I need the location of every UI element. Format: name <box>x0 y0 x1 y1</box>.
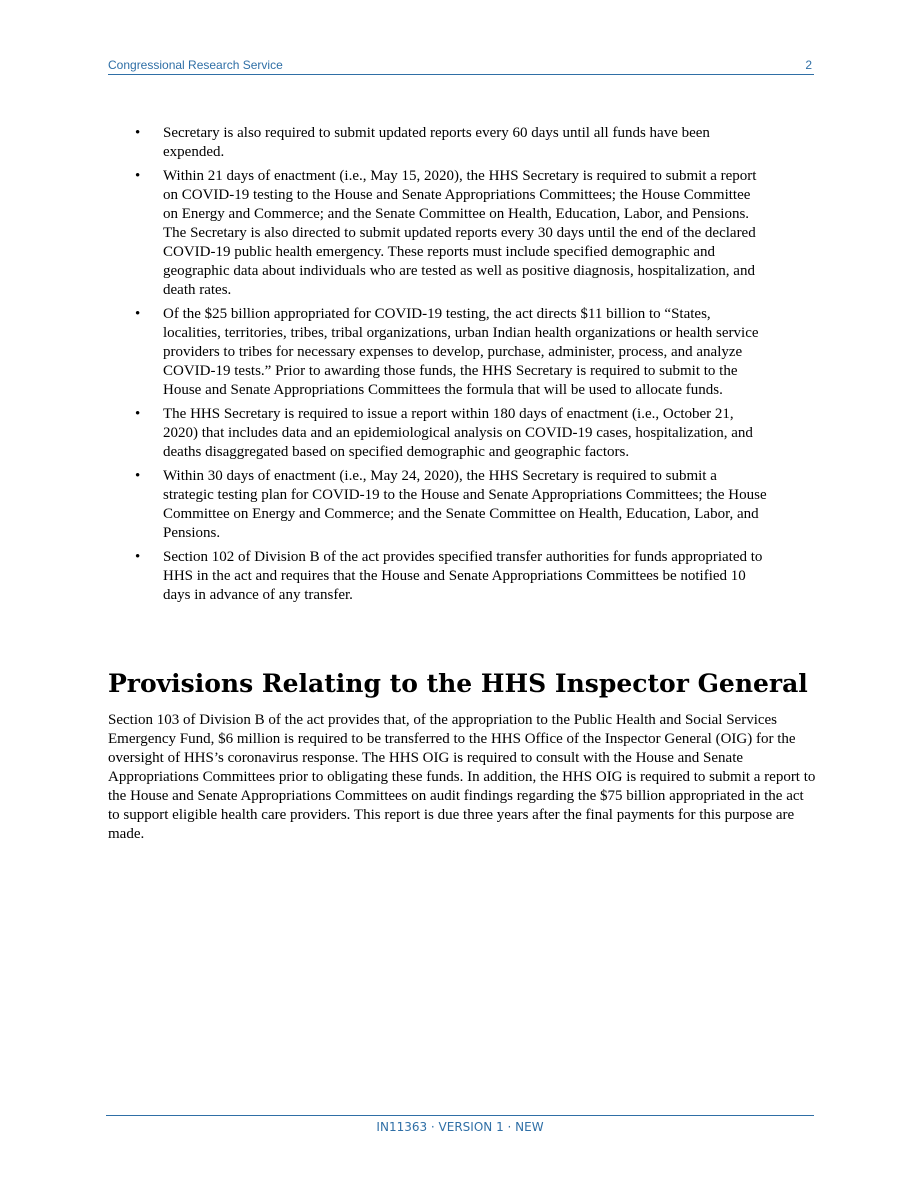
footer-divider <box>106 1115 814 1116</box>
page-header <box>108 58 814 75</box>
bullet-item <box>108 467 768 543</box>
section-heading: Provisions Relating to the HHS Inspector General <box>108 669 808 698</box>
footer-document-id: IN11363 · VERSION 1 · NEW <box>376 1120 544 1134</box>
bullet-marker: • <box>135 125 141 141</box>
bullet-text: Within 21 days of enactment (i.e., May 15, 2020), the HHS Secretary is required to submit a report on COVID-19 testing to the House and Senate Appropriations Committees; the House Committee on Energy and Commerce; and the Senate Committee on Health, Education, Labor, and Pensions. The Secretary is also directed to submit updated reports every 30 days until the end of the declared COVID-19 public health emergency. These reports must include specified demographic and geographic data about individuals who are tested as well as positive diagnosis, hospitalization, and death rates. <box>163 168 757 298</box>
bullet-text: Secretary is also required to submit updated reports every 60 days until all funds have been expended. <box>163 125 710 160</box>
bullet-marker: • <box>135 406 141 422</box>
bullet-text: Of the $25 billion appropriated for COVID-19 testing, the act directs $11 billion to “States, localities, territories, tribes, tribal organizations, urban Indian health organizations or health service providers to tribes for necessary expenses to develop, purchase, administer, process, and analyze COVID-19 tests.” Prior to awarding those funds, the HHS Secretary is required to submit to the House and Senate Appropriations Committees the formula that will be used to allocate funds. <box>163 306 759 398</box>
bullet-item <box>108 167 768 300</box>
bullet-marker: • <box>135 468 141 484</box>
bullet-item <box>108 548 768 605</box>
bullet-marker: • <box>135 306 141 322</box>
bullet-item <box>108 405 768 462</box>
bullet-text: Within 30 days of enactment (i.e., May 24, 2020), the HHS Secretary is required to submit a strategic testing plan for COVID-19 to the House and Senate Appropriations Committees; the House Committee on Energy and Commerce; and the Senate Committee on Health, Education, Labor, and Pensions. <box>163 468 767 541</box>
header-organization: Congressional Research Service <box>108 58 283 72</box>
bullet-item <box>108 305 768 400</box>
bullet-text: The HHS Secretary is required to issue a report within 180 days of enactment (i.e., October 21, 2020) that includes data and an epidemiological analysis on COVID-19 cases, hospitalization, and deaths disaggregated based on specified demographic and geographic factors. <box>163 406 753 460</box>
section-paragraph: Section 103 of Division B of the act provides that, of the appropriation to the Public Health and Social Services Emergency Fund, $6 million is required to be transferred to the HHS Office of the Inspector General (OIG) for the oversight of HHS’s coronavirus response. The HHS OIG is required to consult with the House and Senate Appropriations Committees prior to obligating these funds. In addition, the HHS OIG is required to submit a report to the House and Senate Appropriations Committees on audit findings regarding the $75 billion appropriated in the act to support eligible health care providers. This report is due three years after the final payments for this purpose are made. <box>108 712 816 842</box>
bullet-text: Section 102 of Division B of the act provides specified transfer authorities for funds appropriated to HHS in the act and requires that the House and Senate Appropriations Committees be notified 10 days in advance of any transfer. <box>163 549 763 603</box>
page-number: 2 <box>805 58 812 72</box>
bullet-marker: • <box>135 168 141 184</box>
bullet-list <box>108 124 768 610</box>
bullet-marker: • <box>135 549 141 565</box>
bullet-item <box>108 124 768 162</box>
